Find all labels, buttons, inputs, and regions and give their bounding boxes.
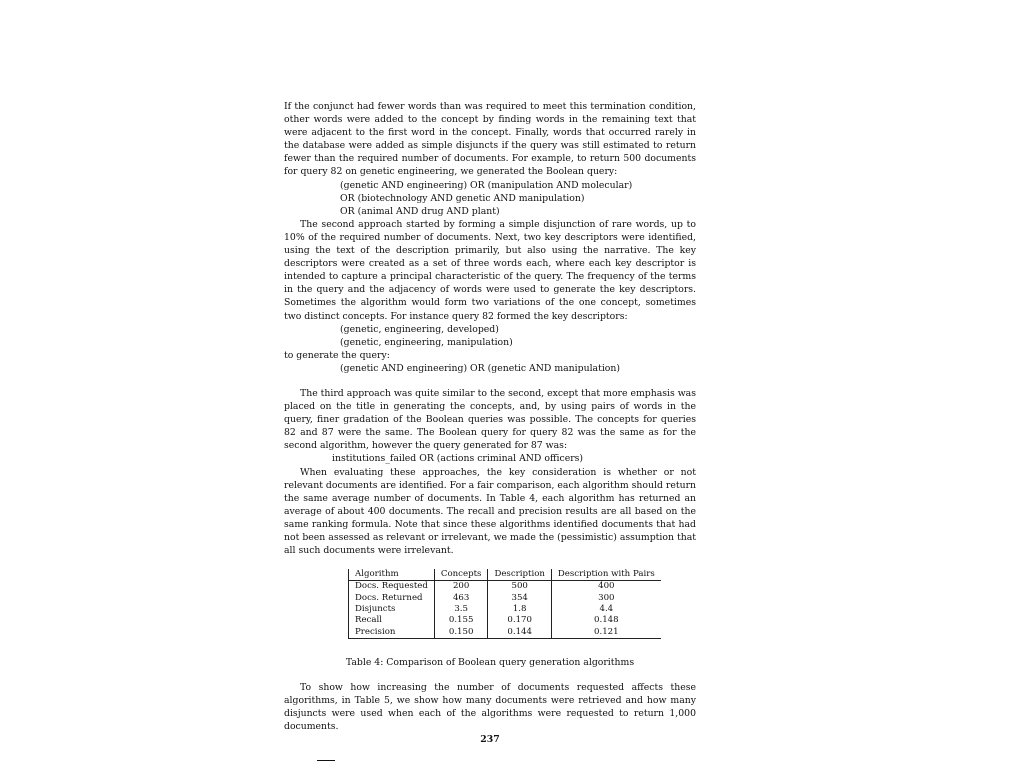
- table-header: Algorithm: [349, 569, 435, 581]
- query-line: OR (animal AND drug AND plant): [340, 205, 500, 217]
- table-cell: Disjuncts: [349, 604, 435, 615]
- footnote-rule: [317, 760, 335, 761]
- table-cell: 0.144: [488, 627, 551, 639]
- table-cell: 400: [551, 581, 660, 593]
- paragraph-second-approach: The second approach started by forming a simple disjunction of rare words, up to 10% of the required number of documents. Next, two key descriptors were identified, using the text of the description primarily, but also using the narrative. The key descriptors were created as a set of three words each, where each key descriptor is intended to capture a principal characteristic of the query. The frequency of the terms in the query and the adjacency of words were used to generate the key descriptors. Sometimes the algorithm would form two variations of the one concept, sometimes two distinct concepts. For instance query 82 formed the key descriptors:: [284, 218, 696, 322]
- table-header: Concepts: [434, 569, 488, 581]
- table-row: [349, 627, 661, 639]
- table-cell: 0.155: [434, 615, 488, 626]
- table-cell: 0.150: [434, 627, 488, 639]
- table-cell: Precision: [349, 627, 435, 639]
- table-cell: Docs. Requested: [349, 581, 435, 593]
- table-cell: 1.8: [488, 604, 551, 615]
- table-header: Description: [488, 569, 551, 581]
- table-row: [349, 604, 661, 615]
- paragraph-evaluation: When evaluating these approaches, the key consideration is whether or not relevant documents are identified. For a fair comparison, each algorithm should return the same average number of documents. In Table 4, each algorithm has returned an average of about 400 documents. The recall and precision results are all based on the same ranking formula. Note that since these algorithms identified documents that had not been assessed as relevant or irrelevant, we made the (pessimistic) assumption that all such documents were irrelevant.: [284, 466, 696, 557]
- paragraph-table-5: To show how increasing the number of documents requested affects these algorithms, in Table 5, we show how many documents were retrieved and how many disjuncts were used when each of the algorithms were requested to return 1,000 documents.: [284, 682, 696, 733]
- paragraph-generate-query: to generate the query:: [284, 349, 390, 361]
- table-cell: 300: [551, 593, 660, 604]
- table-cell: 0.148: [551, 615, 660, 626]
- table-cell: 0.170: [488, 615, 551, 626]
- table-header: Description with Pairs: [551, 569, 660, 581]
- table-row: [349, 581, 661, 593]
- table-cell: Recall: [349, 615, 435, 626]
- descriptor-line: (genetic, engineering, manipulation): [340, 336, 513, 348]
- query-line: (genetic AND engineering) OR (genetic AND manipulation): [340, 362, 621, 374]
- table-header-row: [349, 569, 661, 581]
- table-4-wrapper: [348, 569, 696, 639]
- query-line: (genetic AND engineering) OR (manipulation AND molecular): [340, 179, 633, 191]
- query-line: institutions_failed OR (actions criminal AND officers): [332, 453, 584, 465]
- table-row: [349, 615, 661, 626]
- table-4: [348, 569, 661, 639]
- table-cell: 463: [434, 593, 488, 604]
- table-cell: 3.5: [434, 604, 488, 615]
- table-cell: 0.121: [551, 627, 660, 639]
- table-cell: 354: [488, 593, 551, 604]
- paragraph-conjunct: If the conjunct had fewer words than was required to meet this termination condition, other words were added to the concept by finding words in the remaining text that were adjacent to the first word in the concept. Finally, words that occurred rarely in the database were added as simple disjuncts if the query was still estimated to return fewer than the required number of documents. For example, to return 500 documents for query 82 on genetic engineering, we generated the Boolean query:: [284, 101, 696, 178]
- paragraph-third-approach: The third approach was quite similar to the second, except that more emphasis was placed on the title in generating the concepts, and, by using pairs of words in the query, finer gradation of the Boolean queries was possible. The concepts for queries 82 and 87 were the same. The Boolean query for query 82 was the same as for the second algorithm, however the query generated for 87 was:: [284, 387, 696, 452]
- descriptor-line: (genetic, engineering, developed): [340, 323, 499, 335]
- table-caption: Table 4: Comparison of Boolean query generation algorithms: [345, 656, 635, 668]
- table-row: [349, 593, 661, 604]
- table-cell: Docs. Returned: [349, 593, 435, 604]
- query-line: OR (biotechnology AND genetic AND manipulation): [340, 192, 585, 204]
- table-cell: 500: [488, 581, 551, 593]
- table-cell: 4.4: [551, 604, 660, 615]
- page-number: 237: [480, 734, 500, 746]
- paper-page: [284, 100, 696, 747]
- table-cell: 200: [434, 581, 488, 593]
